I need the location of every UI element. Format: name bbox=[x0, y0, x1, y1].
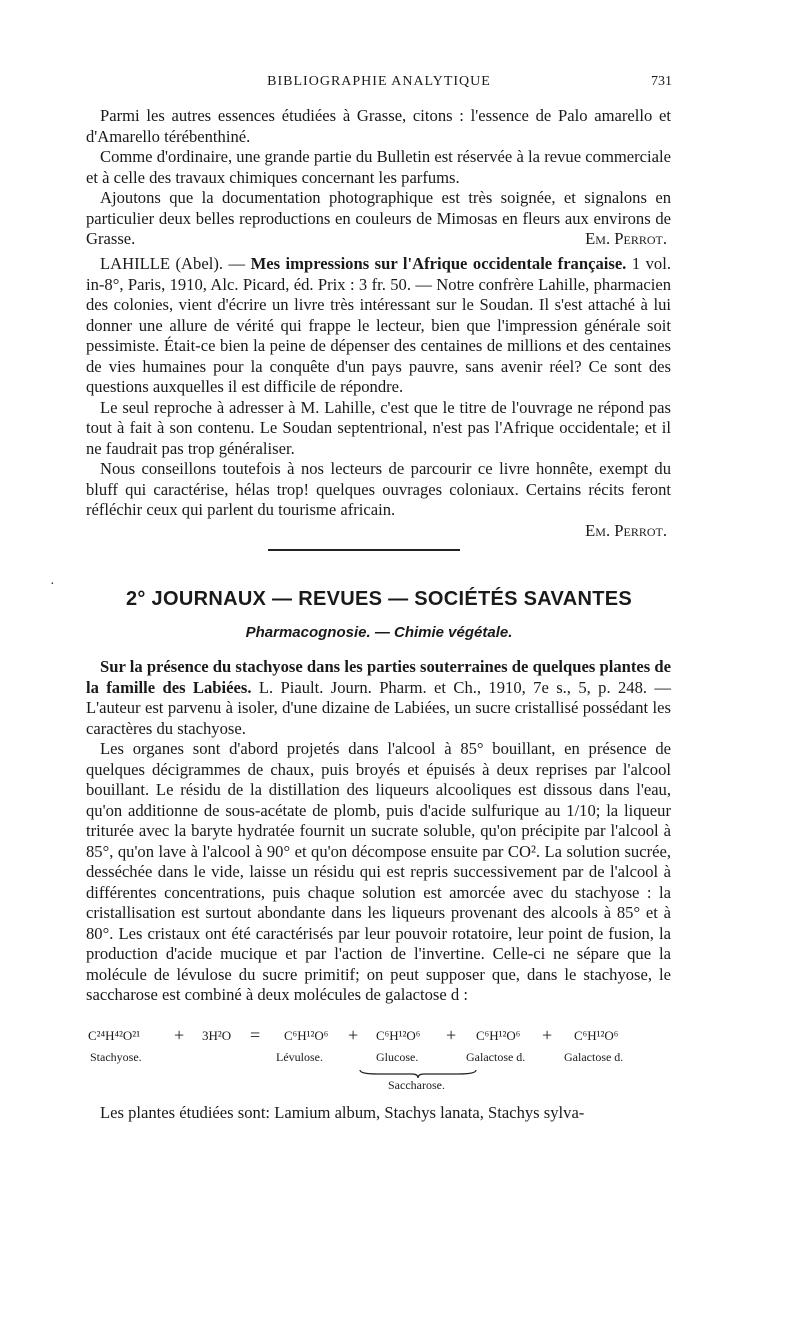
article-title: Sur la présence du stachyose dans les parties souterraines de quelques plantes de la famille des Labiées. bbox=[86, 657, 671, 697]
header-title: BIBLIOGRAPHIE ANALYTIQUE bbox=[267, 74, 491, 89]
formula-plus: + bbox=[542, 1025, 553, 1045]
formula-plus: + bbox=[446, 1025, 457, 1045]
review2-book-title: Mes impressions sur l'Afrique occidentale française. bbox=[250, 254, 627, 273]
label-saccharose: Saccharose. bbox=[388, 1078, 445, 1092]
review-essences bbox=[86, 106, 671, 250]
article-paragraph-3: Les plantes étudiées sont: Lamium album, Stachys lanata, Stachys sylva- bbox=[100, 1103, 585, 1122]
label-galactose-2: Galactose d. bbox=[564, 1050, 624, 1064]
review2-paragraph-2: Le seul reproche à adresser à M. Lahille, c'est que le titre de l'ouvrage ne répond pas tout à fait à son contenu. Le Soudan septentrional, n'est pas l'Afrique occidentale; et il ne faudrait pas trop généraliser. bbox=[86, 397, 671, 458]
review2-paragraph-3: Nous conseillons toutefois à nos lecteurs de parcourir ce livre honnête, exempt du bluff qui caractérise, hélas trop! quelques ouvrages coloniaux. Certains récits feront réfléchir ceux qui parlent du tourisme africain. bbox=[86, 459, 671, 519]
article-continued bbox=[86, 1103, 671, 1124]
formula-equals: = bbox=[250, 1025, 261, 1045]
formula-plus: + bbox=[348, 1025, 359, 1045]
margin-mark: · bbox=[50, 577, 55, 592]
formula-plus: + bbox=[174, 1025, 185, 1045]
review1-paragraph-2: Comme d'ordinaire, une grande partie du Bulletin est réservée à la revue commerciale et à celle des travaux chimiques concernant les parfums. bbox=[86, 147, 671, 187]
formula-water: 3H²O bbox=[202, 1028, 232, 1043]
section-subtitle: Pharmacognosie. — Chimie végétale. bbox=[245, 624, 513, 641]
formula-galactose-1: C⁶H¹²O⁶ bbox=[476, 1028, 521, 1043]
running-header bbox=[86, 74, 672, 94]
chemical-equation bbox=[88, 1025, 688, 1092]
formula-glucose: C⁶H¹²O⁶ bbox=[376, 1028, 421, 1043]
label-levulose: Lévulose. bbox=[276, 1050, 323, 1064]
review1-paragraph-3: Ajoutons que la documentation photographique est très soignée, et signalons en particulier deux belles reproductions en couleurs de Mimosas en fleurs aux environs de Grasse. bbox=[86, 188, 671, 248]
formula-galactose-2: C⁶H¹²O⁶ bbox=[574, 1028, 619, 1043]
page-number: 731 bbox=[651, 74, 672, 89]
review2-paragraph-1: 1 vol. in-8°, Paris, 1910, Alc. Picard, éd. Prix : 3 fr. 50. — Notre confrère Lahille, pharmacien des colonies, vient d'écrire un livre très intéressant sur le Soudan. Il s'est attaché à lui donner une allure de vérité qui frappe le lecteur, bien que l'impression générale soit pessimiste. Était-ce bien la peine de dépenser des centaines de millions et des centaines de vies humaines pour la conquête d'un pays pauvre, sans avenir réel? Ce sont des questions auxquelles il est difficile de répondre. bbox=[86, 254, 671, 396]
article-reference: L. Piault. Journ. Pharm. et Ch., 1910, 7e s., 5, p. 248. bbox=[258, 677, 648, 697]
label-galactose-1: Galactose d. bbox=[466, 1050, 526, 1064]
label-glucose: Glucose. bbox=[376, 1050, 419, 1064]
formula-levulose: C⁶H¹²O⁶ bbox=[284, 1028, 329, 1043]
article-stachyose bbox=[86, 657, 671, 1006]
review1-paragraph-1: Parmi les autres essences étudiées à Grasse, citons : l'essence de Palo amarello et d'Amarello térébenthiné. bbox=[86, 106, 671, 146]
article-paragraph-1: — L'auteur est parvenu à isoler, d'une dizaine de Labiées, un sucre cristallisé possédant les caractères du stachyose. bbox=[86, 677, 671, 738]
formula-stachyose: C²⁴H⁴²O²¹ bbox=[88, 1028, 141, 1043]
section-divider bbox=[268, 549, 460, 551]
review2-author: LAHILLE (Abel). — bbox=[100, 254, 246, 273]
label-stachyose: Stachyose. bbox=[90, 1050, 142, 1064]
article-paragraph-2: Les organes sont d'abord projetés dans l'alcool à 85° bouillant, en présence de quelques décigrammes de chaux, puis broyés et épuisés à deux reprises par l'alcool bouillant. Le résidu de la distillation des liqueurs alcooliques est dissous dans l'eau, qu'on additionne de sous-acétate de plomb, puis d'acide sulfurique au 1/10; la liqueur triturée avec la baryte hydratée fournit un sucrate soluble, qu'on précipite par l'alcool à 85°, qu'on lave à l'alcool à 90° et qu'on décompose ensuite par CO². La solution sucrée, desséchée dans le vide, laisse un résidu qui est repris successivement par de l'alcool à différentes concentrations, puis chaque solution est amorcée avec du stachyose : la cristallisation est surtout abondante dans les liqueurs provenant des alcools à 85° et à 80°. Les cristaux ont été caractérisés par leur pouvoir rotatoire, leur point de fusion, la production d'acide mucique et par l'action de l'invertine. Celle-ci ne sépare que la molécule de lévulose du sucre primitif; on peut supposer que, dans le stachyose, le saccharose est combiné à deux molécules de galactose d : bbox=[86, 739, 671, 1004]
review1-signature: Em. Perrot. bbox=[585, 229, 667, 248]
review-lahille bbox=[86, 254, 671, 541]
section-title: 2° JOURNAUX — REVUES — SOCIÉTÉS SAVANTES bbox=[125, 588, 632, 610]
review2-signature: Em. Perrot. bbox=[585, 520, 667, 540]
